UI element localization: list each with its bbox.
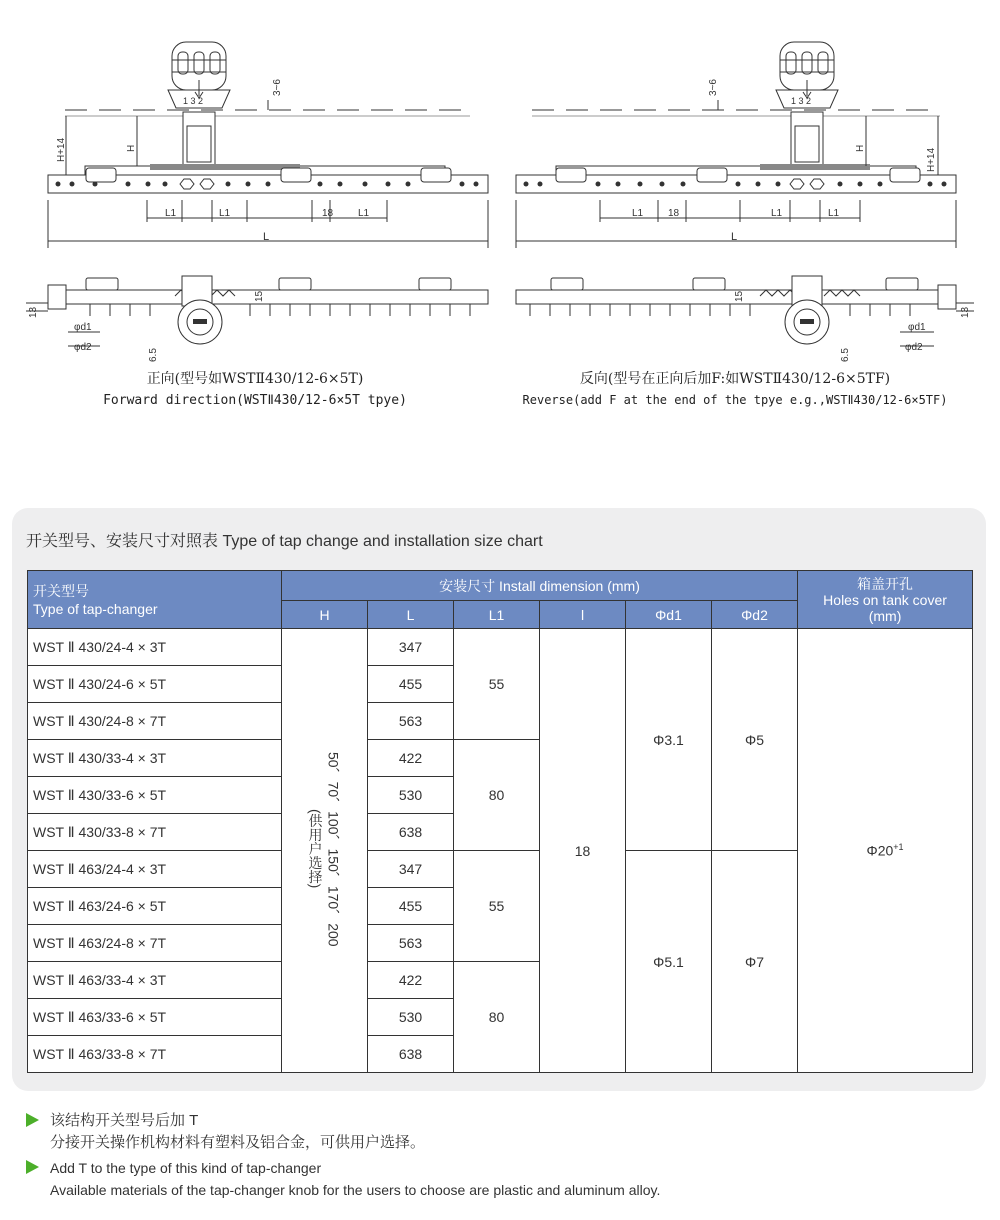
l1-cell: 55 xyxy=(454,629,540,740)
header-type-cn: 开关型号 xyxy=(33,583,89,599)
model-cell: WST Ⅱ 463/24-8 × 7T xyxy=(28,925,282,962)
svg-text:H+14: H+14 xyxy=(926,147,937,172)
forward-caption-en: Forward direction(WSTⅡ430/12-6×5T tpye) xyxy=(103,393,407,408)
model-cell: WST Ⅱ 430/33-6 × 5T xyxy=(28,777,282,814)
l1-cell: 55 xyxy=(454,851,540,962)
h-cell xyxy=(282,629,368,1073)
header-holes-en: Holes on tank cover xyxy=(823,591,947,608)
l-cell: 422 xyxy=(368,962,454,999)
size-chart-table xyxy=(27,570,973,1073)
l1-cell: 80 xyxy=(454,740,540,851)
svg-text:L1: L1 xyxy=(632,208,644,219)
note-en xyxy=(26,1157,966,1201)
l-cell: 347 xyxy=(368,629,454,666)
small-l-cell: 18 xyxy=(540,629,626,1073)
l-cell: 530 xyxy=(368,777,454,814)
d1-cell: Φ5.1 xyxy=(626,851,712,1073)
model-cell: WST Ⅱ 430/33-8 × 7T xyxy=(28,814,282,851)
reverse-caption xyxy=(500,369,970,411)
forward-caption-cn: 正向(型号如WSTⅡ430/12-6×5T) xyxy=(146,371,364,387)
reverse-top-view xyxy=(516,276,974,362)
model-cell: WST Ⅱ 430/24-4 × 3T xyxy=(28,629,282,666)
model-cell: WST Ⅱ 463/33-4 × 3T xyxy=(28,962,282,999)
svg-text:18: 18 xyxy=(322,208,334,219)
d2-cell: Φ5 xyxy=(712,629,798,851)
model-cell: WST Ⅱ 463/33-8 × 7T xyxy=(28,1036,282,1073)
l-cell: 347 xyxy=(368,851,454,888)
d1-cell: Φ3.1 xyxy=(626,629,712,851)
notes xyxy=(26,1110,966,1201)
svg-text:φd2: φd2 xyxy=(905,342,923,353)
forward-top-view xyxy=(26,276,488,362)
svg-text:1 3 2: 1 3 2 xyxy=(183,96,204,106)
svg-text:13: 13 xyxy=(960,306,971,318)
triangle-bullet-icon xyxy=(26,1113,39,1127)
col-l: L xyxy=(368,601,454,629)
svg-text:φd1: φd1 xyxy=(908,322,926,333)
model-cell: WST Ⅱ 430/24-8 × 7T xyxy=(28,703,282,740)
header-holes-unit: (mm) xyxy=(868,607,902,624)
note-cn-line1: 该结构开关型号后加 T xyxy=(50,1112,199,1129)
svg-text:13: 13 xyxy=(28,306,39,318)
svg-text:L: L xyxy=(263,231,270,243)
reverse-caption-en: Reverse(add F at the end of the tpye e.g.,WSTⅡ430/12-6×5TF) xyxy=(522,393,948,407)
note-cn xyxy=(26,1110,966,1154)
svg-text:3~6: 3~6 xyxy=(272,79,283,96)
svg-text:H: H xyxy=(855,144,866,152)
svg-text:L1: L1 xyxy=(828,208,840,219)
col-l1: L1 xyxy=(454,601,540,629)
header-install: 安装尺寸 Install dimension (mm) xyxy=(282,571,798,601)
l-cell: 455 xyxy=(368,888,454,925)
col-small-l: l xyxy=(540,601,626,629)
model-cell: WST Ⅱ 463/24-6 × 5T xyxy=(28,888,282,925)
svg-text:3~6: 3~6 xyxy=(708,79,719,96)
svg-text:L1: L1 xyxy=(771,208,783,219)
model-cell: WST Ⅱ 430/24-6 × 5T xyxy=(28,666,282,703)
l-cell: 530 xyxy=(368,999,454,1036)
note-en-line1: Add T to the type of this kind of tap-changer xyxy=(50,1160,322,1176)
model-cell: WST Ⅱ 463/24-4 × 3T xyxy=(28,851,282,888)
table-title: 开关型号、安装尺寸对照表 Type of tap change and installation size chart xyxy=(26,533,543,550)
d2-cell: Φ7 xyxy=(712,851,798,1073)
svg-text:18: 18 xyxy=(668,208,680,219)
svg-text:L1: L1 xyxy=(165,208,177,219)
col-d2: Φd2 xyxy=(712,601,798,629)
note-en-line2: Available materials of the tap-changer knob for the users to choose are plastic and aluminum alloy. xyxy=(50,1182,661,1198)
l-cell: 563 xyxy=(368,703,454,740)
svg-text:15: 15 xyxy=(734,290,745,302)
l-cell: 638 xyxy=(368,1036,454,1073)
h-values: 50、70、100、150、170、200 (供用户选择) xyxy=(307,751,342,947)
svg-text:φd1: φd1 xyxy=(74,322,92,333)
svg-text:H: H xyxy=(126,144,137,152)
table-row xyxy=(28,629,973,666)
model-cell: WST Ⅱ 430/33-4 × 3T xyxy=(28,740,282,777)
svg-text:1 3 2: 1 3 2 xyxy=(791,96,812,106)
forward-front-view xyxy=(48,42,488,248)
reverse-caption-cn: 反向(型号在正向后加F:如WSTⅡ430/12-6×5TF) xyxy=(579,371,891,387)
l-cell: 455 xyxy=(368,666,454,703)
model-cell: WST Ⅱ 463/33-6 × 5T xyxy=(28,999,282,1036)
svg-text:φd2: φd2 xyxy=(74,342,92,353)
svg-text:L1: L1 xyxy=(358,208,370,219)
svg-text:6.5: 6.5 xyxy=(148,348,159,362)
header-holes-cn: 箱盖开孔 xyxy=(857,575,914,592)
header-type-en: Type of tap-changer xyxy=(33,601,158,617)
svg-text:L1: L1 xyxy=(219,208,231,219)
col-h: H xyxy=(282,601,368,629)
svg-text:H+14: H+14 xyxy=(56,137,67,162)
l1-cell: 80 xyxy=(454,962,540,1073)
l-cell: 638 xyxy=(368,814,454,851)
l-cell: 422 xyxy=(368,740,454,777)
holes-cell: $\Phi 20^{+1}$ xyxy=(798,629,973,1073)
svg-text:L: L xyxy=(731,231,738,243)
forward-caption xyxy=(40,369,470,411)
reverse-front-view xyxy=(516,42,956,248)
header-holes xyxy=(798,571,973,629)
note-cn-line2: 分接开关操作机构材料有塑料及铝合金，可供用户选择。 xyxy=(50,1134,426,1151)
col-d1: Φd1 xyxy=(626,601,712,629)
svg-text:6.5: 6.5 xyxy=(840,348,851,362)
triangle-bullet-icon xyxy=(26,1160,39,1174)
svg-text:15: 15 xyxy=(254,290,265,302)
header-type xyxy=(28,571,282,629)
l-cell: 563 xyxy=(368,925,454,962)
